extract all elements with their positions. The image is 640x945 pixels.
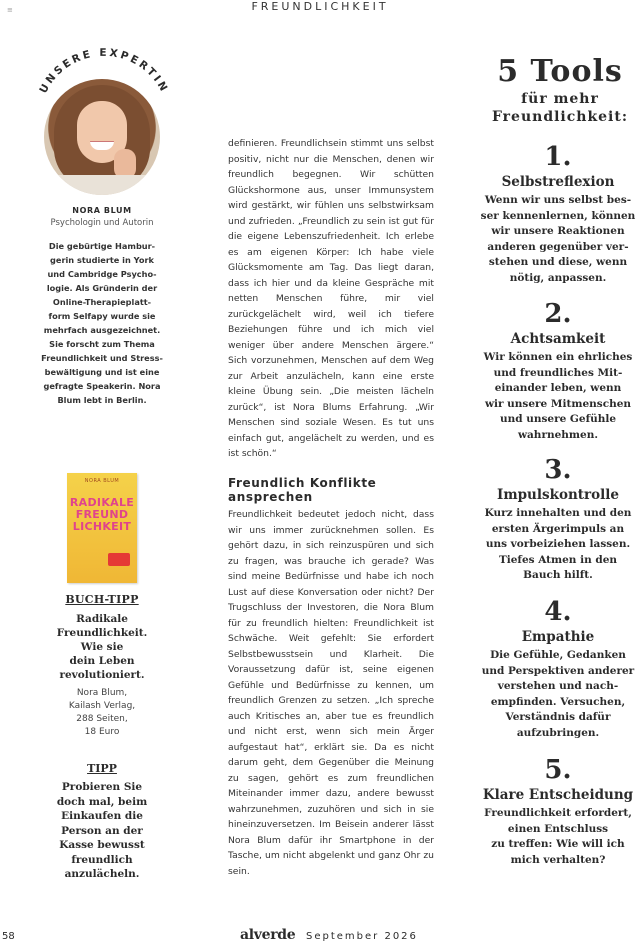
corner-mark: ≡ [7, 6, 13, 14]
tool-heading: Selbstreflexion [501, 174, 615, 190]
tool-heading: Impulskontrolle [497, 487, 619, 503]
section-title: FREUNDLICHKEIT [251, 0, 389, 13]
tool-text: Kurz innehalten und den ersten Ärgerimpuls an uns vorbeiziehen lassen. Tiefes Atmen in den Bauch hilft. [484, 507, 632, 581]
brand-logo: alverde [240, 927, 296, 943]
article-paragraph-1: definieren. Freundlichsein stimmt uns selbst positiv, nicht nur die Menschen, denen wir freundlich begegnen. Wir schütten Glückshormone aus, unser Immunsystem wird gestärkt, wir fühlen uns selbstwirksam und zufrieden. „Freundlich zu sein ist gut für die eigene Lebenszufriedenheit. Ich erlebe es am eigenen Körper: Ich habe viele Glücksmomente am Tag. Das liegt daran, dass ich hier und da kleine Gespräche mit netten Menschen führe, mir viel zurückgelächelt wird, weil ich tiefere Beziehungen führe und ich mich viel weniger über andere Menschen ärgere.“ Sich vorzunehmen, Menschen auf dem Weg zur Arbeit anzulächeln, kann eine erste kleine Übung sein. „Die meisten lächeln zurück“, ist Nora Blums Erfahrung. „Wir Menschen sind soziale Wesen. Es tut uns einfach gut, angelächelt zu werden, und es ist schön.“ [228, 138, 434, 459]
tools-subtitle: für mehr Freundlichkeit: [491, 91, 629, 125]
book-tip-title: Radikale Freundlichkeit. Wie sie dein Leben revolutioniert. [56, 613, 148, 681]
tool-number: 5. [544, 755, 572, 785]
expert-bio [30, 239, 174, 407]
issue-date: September 2026 [306, 931, 418, 942]
book-tip-heading: BUCH-TIPP [65, 593, 139, 606]
tool-text: Die Gefühle, Gedanken und Perspektiven anderer verstehen und nach- empfinden. Versuchen, Verständnis dafür aufzubringen. [481, 649, 635, 739]
tool-item [476, 597, 640, 741]
tool-text: Wenn wir uns selbst bes- ser kennenlernen, können wir unsere Reaktionen anderen gegenüber ver- stehen und diese, wenn nötig, anpassen. [480, 194, 636, 284]
book-cover-badge [108, 553, 130, 566]
book-cover-title: RADIKALE FREUND LICHKEIT [69, 496, 135, 533]
bio-line: Sie forscht zum Thema [49, 339, 155, 349]
tool-number: 2. [544, 299, 572, 329]
bio-line: mehrfach ausgezeichnet. [43, 325, 161, 335]
tool-item [476, 142, 640, 286]
book-tip-meta: Nora Blum, Kailash Verlag, 288 Seiten, 18 Euro [68, 688, 136, 737]
tool-text: Freundlichkeit erfordert, einen Entschluss zu treffen: Wie will ich mich verhalten? [484, 807, 632, 866]
tip-heading: TIPP [87, 762, 117, 775]
tool-number: 1. [544, 142, 572, 172]
expert-role: Psychologin und Autorin [50, 218, 154, 228]
bio-line: logie. Als Gründerin der [46, 283, 158, 293]
tip-body: Probieren Sie doch mal, beim Einkaufen die Person an der Kasse bewusst freundlich anzulächeln. [56, 781, 148, 880]
bio-line: Online-Therapieplatt- [52, 297, 152, 307]
tools-title: 5 Tools [497, 54, 623, 89]
expert-arc-text: UNSERE EXPERTIN [37, 48, 171, 96]
bio-line: bewältigung und ist eine [44, 367, 160, 377]
expert-name: NORA BLUM [72, 206, 132, 215]
article-subheading: Freundlich Konflikte ansprechen [228, 476, 377, 504]
tool-item [476, 299, 640, 443]
bio-line: und Cambridge Psycho- [47, 269, 157, 279]
page-number: 58 [2, 931, 15, 942]
bio-line: Die gebürtige Hambur- [48, 241, 156, 251]
bio-line: Freundlichkeit und Stress- [41, 353, 163, 363]
bio-line: Blum lebt in Berlin. [57, 395, 147, 405]
tool-heading: Empathie [521, 629, 595, 645]
tool-heading: Klare Entscheidung [482, 787, 634, 803]
article-paragraph-2: Freundlichkeit bedeutet jedoch nicht, dass wir uns immer zurücknehmen sollen. Es gehört dazu, in sich reinzuspüren und sich zu fragen, was brauche ich gerade? Was sind meine Bedürfnisse und habe ich noch Lust auf diese Konversation oder nicht? Der Trugschluss der Investoren, die Nora Blum für zu freundlich hielten: Freundlichkeit ist Schwäche. Weit gefehlt: Sie erfordert Selbstbewusstsein und Klarheit. Die Voraussetzung dafür ist, seine eigenen Gefühle und Bedürfnisse zu kennen, um freundlich Grenzen zu setzen. „Ich spreche auch Kritisches an, aber tue es freundlich und nicht erst, wenn sich mein Ärger aufgestaut hat“, erklärt sie. Da es nicht darum geht, dem Gegenüber die Meinung zu sagen, gehört es zum freundlichen Miteinander immer dazu, andere bewusst wahrzunehmen, zuzuhören und sich in sie hineinzuversetzen. Im Beisein anderer lässt Nora Blum dafür ihr Smartphone in der Tasche, um nicht abgelenkt und ganz Ohr zu sein. [228, 509, 434, 877]
book-cover-author: NORA BLUM [84, 478, 120, 484]
tool-item [476, 755, 640, 868]
bio-line: form Selfapy wurde sie [48, 311, 156, 321]
bio-line: gefragte Speakerin. Nora [43, 381, 161, 391]
book-cover [67, 473, 137, 583]
tool-text: Wir können ein ehrliches und freundliches Mit- einander leben, wenn wir unsere Mitmenschen und unsere Gefühle wahrnehmen. [483, 351, 633, 441]
bio-line: gerin studierte in York [50, 255, 154, 265]
tool-item [476, 455, 640, 584]
tool-number: 4. [544, 597, 572, 627]
tool-number: 3. [544, 455, 572, 485]
tool-heading: Achtsamkeit [510, 331, 606, 347]
expert-photo [44, 79, 160, 195]
